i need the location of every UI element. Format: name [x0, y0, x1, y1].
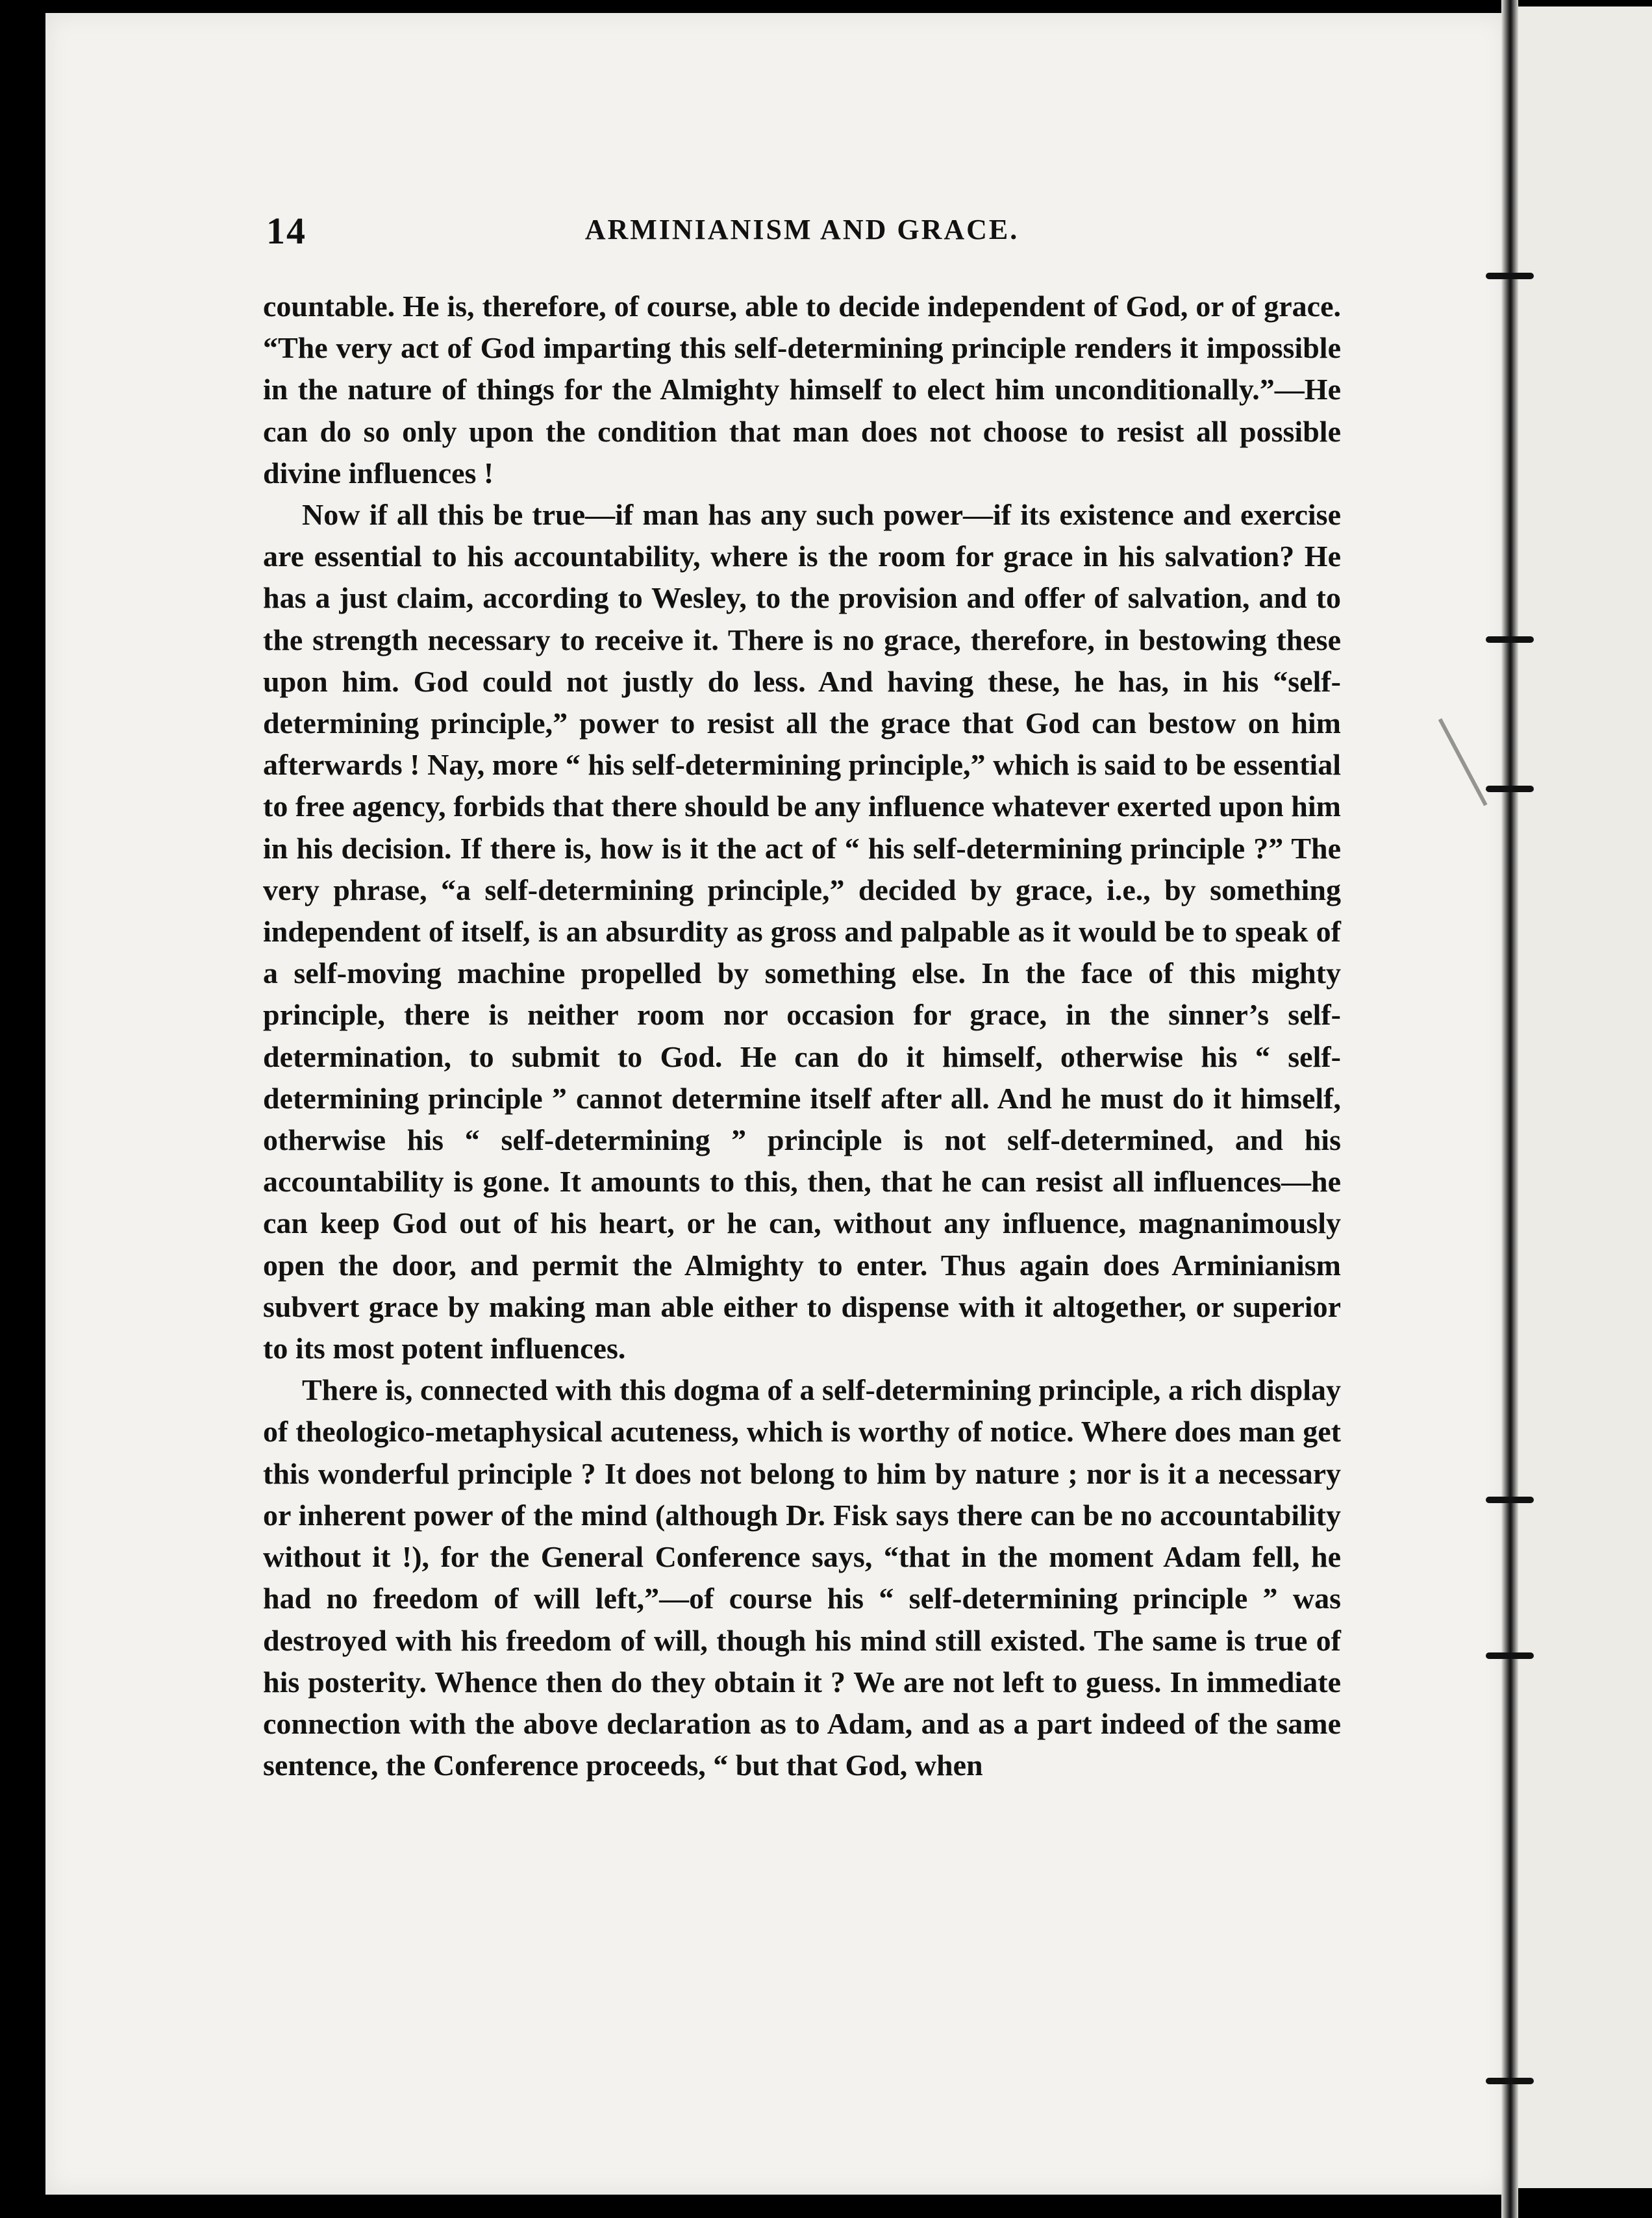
- binding-stitch: [1486, 273, 1534, 279]
- binding-stitch: [1486, 636, 1534, 643]
- binding-stitch: [1486, 1497, 1534, 1503]
- binding-stitch: [1486, 1652, 1534, 1659]
- page-number: 14: [266, 210, 307, 252]
- facing-page-edge: [1513, 6, 1652, 2188]
- body-text: [263, 286, 1341, 1786]
- paragraph: countable. He is, therefore, of course, able to decide independent of God, or of grace. “The very act of God imparting this self-determining principle renders it impossible in the nature of things for the Almighty himself to elect him unconditionally.”—He can do so only upon the condition that man does not choose to resist all possible divine influences !: [263, 290, 1341, 490]
- paragraph: There is, connected with this dogma of a self-determining principle, a rich display of theologico-metaphysical acuteness, which is worthy of notice. Where does man get this wonderful principle ? It does not belong to him by nature ; nor is it a necessary or inherent power of the mind (although Dr. Fisk says there can be no accountability without it !), for the General Conference says, “that in the moment Adam fell, he had no freedom of will left,”—of course his “ self-determining principle ” was destroyed with his freedom of will, though his mind still existed. The same is true of his posterity. Whence then do they obtain it ? We are not left to guess. In immediate connection with the above declaration as to Adam, and as a part indeed of the same sentence, the Conference proceeds, “ but that God, when: [263, 1373, 1341, 1782]
- running-title: ARMINIANISM AND GRACE.: [584, 214, 1020, 245]
- book-binding-thread: [1501, 0, 1518, 2218]
- paragraph: Now if all this be true—if man has any such power—if its existence and exercise are essential to his accountability, where is the room for grace in his salvation? He has a just claim, according to Wesley, to the provision and offer of salvation, and to the strength necessary to receive it. There is no grace, therefore, in bestowing these upon him. God could not justly do less. And having these, he has, in his “self-determining principle,” power to resist all the grace that God can bestow on him afterwards ! Nay, more “ his self-determining principle,” which is said to be essential to free agency, forbids that there should be any influence whatever exerted upon him in his decision. If there is, how is it the act of “ his self-determining principle ?” The very phrase, “a self-determining principle,” decided by grace, i.e., by something independent of itself, is an absurdity as gross and palpable as it would be to speak of a self-moving machine propelled by something else. In the face of this mighty principle, there is neither room nor occasion for grace, in the sinner’s self-determination, to submit to God. He can do it himself, otherwise his “ self-determining principle ” cannot determine itself after all. And he must do it himself, otherwise his “ self-determining ” principle is not self-determined, and his accountability is gone. It amounts to this, then, that he can resist all influences—he can keep God out of his heart, or he can, without any influence, magnanimously open the door, and permit the Almighty to enter. Thus again does Arminianism subvert grace by making man able either to dispense with it altogether, or superior to its most potent influences.: [263, 498, 1341, 1365]
- running-header: [266, 209, 1338, 255]
- binding-stitch: [1486, 2078, 1534, 2084]
